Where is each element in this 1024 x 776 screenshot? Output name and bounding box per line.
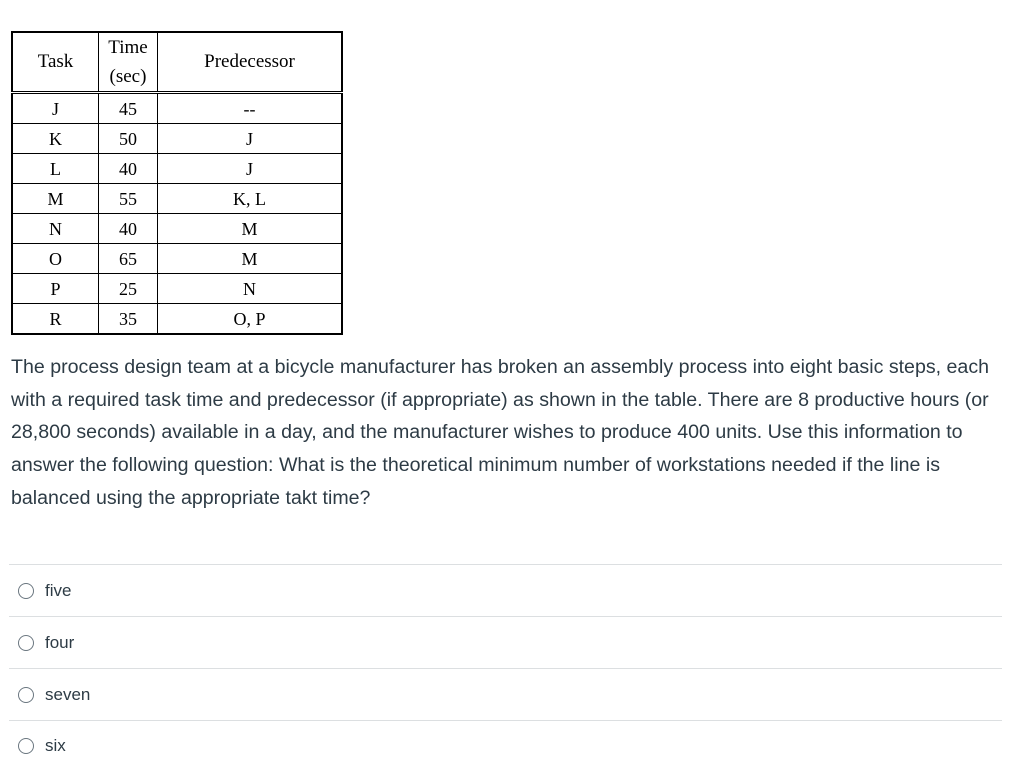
answer-list <box>9 564 1002 771</box>
radio-button[interactable] <box>18 583 34 599</box>
cell-predecessor: J <box>158 124 343 154</box>
cell-predecessor: J <box>158 154 343 184</box>
cell-task: M <box>12 184 99 214</box>
cell-predecessor: M <box>158 214 343 244</box>
cell-time: 35 <box>99 304 158 335</box>
cell-predecessor: O, P <box>158 304 343 335</box>
answer-label[interactable]: seven <box>45 684 91 704</box>
cell-time: 65 <box>99 244 158 274</box>
cell-time: 55 <box>99 184 158 214</box>
answer-option[interactable] <box>9 720 1002 771</box>
answer-label[interactable]: five <box>45 580 72 600</box>
cell-time: 50 <box>99 124 158 154</box>
cell-task: K <box>12 124 99 154</box>
header-time <box>99 32 158 93</box>
cell-predecessor: K, L <box>158 184 343 214</box>
cell-time: 25 <box>99 274 158 304</box>
cell-task: R <box>12 304 99 335</box>
cell-task: P <box>12 274 99 304</box>
answer-label[interactable]: six <box>45 736 66 755</box>
task-table <box>11 31 343 335</box>
radio-button[interactable] <box>18 738 34 754</box>
header-predecessor: Predecessor <box>158 32 343 93</box>
table-row <box>12 184 342 214</box>
cell-predecessor: -- <box>158 93 343 124</box>
table-row <box>12 274 342 304</box>
table-header-row <box>12 32 342 93</box>
answer-label[interactable]: four <box>45 632 75 652</box>
table-row <box>12 93 342 124</box>
cell-task: J <box>12 93 99 124</box>
cell-predecessor: M <box>158 244 343 274</box>
cell-time: 40 <box>99 154 158 184</box>
table-row <box>12 124 342 154</box>
cell-task: O <box>12 244 99 274</box>
table-row <box>12 154 342 184</box>
question-text: The process design team at a bicycle manufacturer has broken an assembly process into eight basic steps, each with a required task time and predecessor (if appropriate) as shown in the table. There are 8 productive hours (or 28,800 seconds) available in a day, and the manufacturer wishes to produce 400 units. Use this information to answer the following question: What is the theoretical minimum number of workstations needed if the line is balanced using the appropriate takt time? <box>11 356 990 509</box>
radio-button[interactable] <box>18 635 34 651</box>
answer-option[interactable] <box>9 564 1002 616</box>
answer-option[interactable] <box>9 668 1002 720</box>
header-time-line1: Time <box>108 37 148 58</box>
table-row <box>12 214 342 244</box>
cell-time: 40 <box>99 214 158 244</box>
header-time-line2: (sec) <box>109 66 147 87</box>
cell-task: L <box>12 154 99 184</box>
table-row <box>12 304 342 335</box>
cell-task: N <box>12 214 99 244</box>
cell-time: 45 <box>99 93 158 124</box>
header-task: Task <box>12 32 99 93</box>
table-row <box>12 244 342 274</box>
cell-predecessor: N <box>158 274 343 304</box>
answer-option[interactable] <box>9 616 1002 668</box>
radio-button[interactable] <box>18 687 34 703</box>
